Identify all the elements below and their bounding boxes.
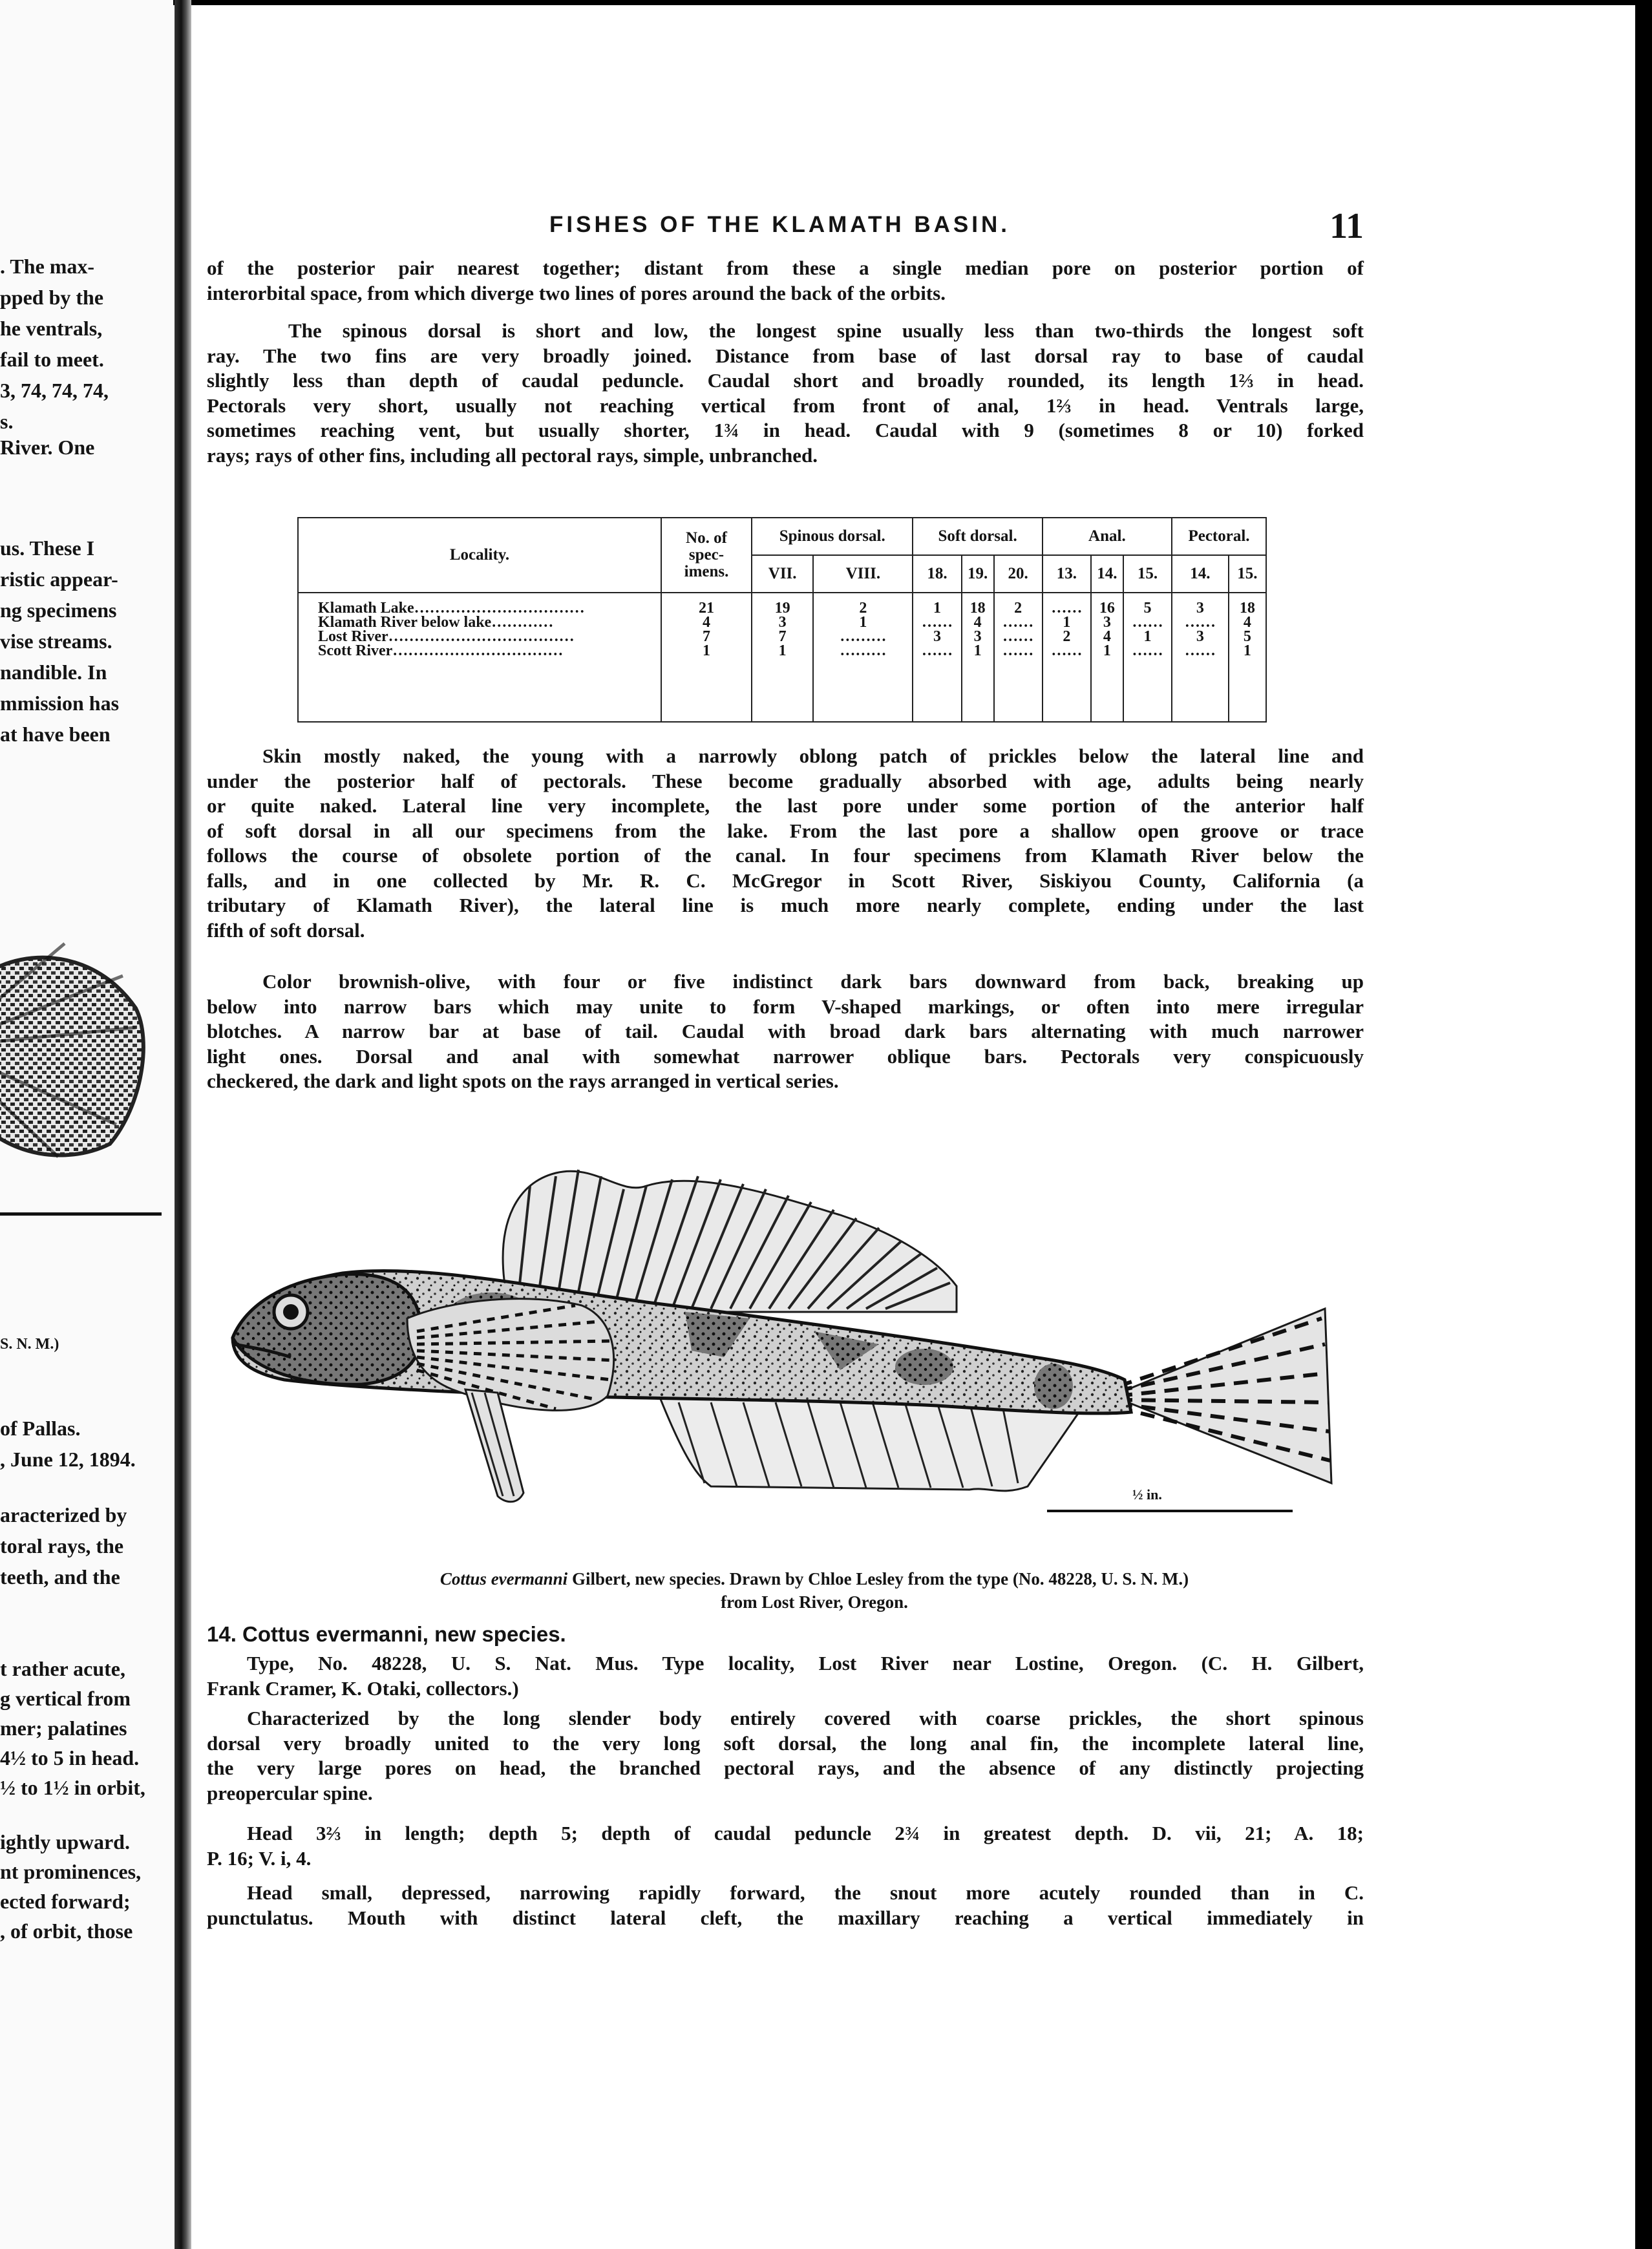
th-soft-dorsal: Soft dorsal. (913, 518, 1042, 555)
facing-line: S. N. M.) (0, 1336, 59, 1353)
facing-page-fragment (0, 0, 173, 2249)
th-sub: 18. (913, 555, 961, 593)
count: 1 (703, 642, 710, 659)
caption-line-2: from Lost River, Oregon. (721, 1592, 908, 1612)
book-gutter (175, 0, 191, 2249)
th-spinous-dorsal: Spinous dorsal. (752, 518, 913, 555)
th-sub: VIII. (813, 555, 913, 593)
count: 3 (933, 628, 942, 645)
facing-line: . The max- (0, 255, 95, 278)
scale-label: ½ in. (1132, 1486, 1162, 1503)
count: …… (1184, 614, 1216, 631)
species-heading: 14. Cottus evermanni, new species. (207, 1622, 566, 1646)
th-sub: 14. (1091, 555, 1123, 593)
th-sub: 15. (1229, 555, 1266, 593)
count: 18 (1239, 600, 1255, 617)
facing-line: s. (0, 410, 14, 433)
text-line: or quite naked. Lateral line very incomplete, the last pore under some portion of the anterior half (207, 794, 1364, 817)
facing-line: of Pallas. (0, 1417, 81, 1440)
count-cell (913, 593, 961, 722)
count: 1 (1143, 628, 1152, 645)
count: …… (1002, 614, 1034, 631)
facing-line: ng specimens (0, 598, 117, 622)
count-cell (962, 593, 994, 722)
text-line: Color brownish-olive, with four or five indistinct dark bars downward from back, breaking up (262, 970, 1364, 993)
facing-line: nt prominences, (0, 1860, 142, 1883)
text-line: follows the course of obsolete portion of the canal. In four specimens from Klamath River below the (207, 844, 1364, 867)
facing-line: ected forward; (0, 1890, 131, 1913)
caption-text: Gilbert, new species. Drawn by Chloe Lesley from the type (No. 48228, U. S. N. M.) (567, 1569, 1189, 1589)
fin-ray-table (297, 517, 1267, 723)
facing-line: he ventrals, (0, 317, 103, 340)
running-head: FISHES OF THE KLAMATH BASIN. (549, 212, 1010, 237)
page-header (213, 208, 1370, 253)
th-sub: VII. (752, 555, 813, 593)
paragraph-fins (207, 319, 1364, 468)
text-line: punctulatus. Mouth with distinct lateral cleft, the maxillary reaching a vertical immediately in (207, 1906, 1364, 1929)
count-cell (661, 593, 752, 722)
fish-illustration (194, 1124, 1364, 1538)
text-line: Head small, depressed, narrowing rapidly forward, the snout more acutely rounded than in C. (247, 1881, 1364, 1904)
facing-line: ightly upward. (0, 1830, 130, 1853)
count: …… (1184, 642, 1216, 659)
count: 2 (1014, 600, 1022, 617)
count: …… (922, 614, 953, 631)
facing-line: mer; palatines (0, 1716, 127, 1740)
count-cell (1091, 593, 1123, 722)
count: 4 (973, 614, 982, 631)
paragraph-head-counts (207, 1821, 1364, 1871)
text-line: the very large pores on head, the branched pectoral rays, and the absence of any distinctly projecting (207, 1757, 1364, 1779)
locality-name: Klamath Lake…………………………… (318, 600, 585, 617)
count-cell (1172, 593, 1229, 722)
count: ……… (840, 642, 887, 659)
caudal-fin (1112, 1309, 1331, 1483)
locality-name: Scott River…………………………… (318, 642, 564, 659)
facing-line: toral rays, the (0, 1534, 124, 1557)
text-line: P. 16; V. i, 4. (207, 1846, 312, 1870)
text-line: slightly less than depth of caudal peduncle. Caudal short and broadly rounded, its length 1⅔ in head. (207, 369, 1364, 392)
count: …… (922, 642, 953, 659)
scan-border-top (0, 0, 1652, 5)
th-sub: 20. (994, 555, 1043, 593)
text-line: interorbital space, from which diverge two lines of pores around the back of the orbits. (207, 281, 946, 304)
count-cell (1229, 593, 1266, 722)
locality-cell (298, 593, 661, 722)
th-sub: 13. (1043, 555, 1091, 593)
count-cell (752, 593, 813, 722)
count-cell (813, 593, 913, 722)
text-line: Type, No. 48228, U. S. Nat. Mus. Type locality, Lost River near Lostine, Oregon. (C. H. Gilbert, (247, 1652, 1364, 1674)
text-line: Skin mostly naked, the young with a narrowly oblong patch of prickles below the lateral line and (262, 744, 1364, 767)
count: 2 (1063, 628, 1071, 645)
scan-border-right (1635, 0, 1652, 2249)
count: …… (1051, 642, 1083, 659)
facing-line: at have been (0, 723, 111, 746)
count: 3 (1196, 600, 1204, 617)
caption-species: Cottus evermanni (439, 1569, 568, 1589)
th-sub: 19. (962, 555, 994, 593)
count: 1 (859, 614, 867, 631)
facing-line: pped by the (0, 286, 104, 309)
text-line: checkered, the dark and light spots on the rays arranged in vertical series. (207, 1070, 839, 1092)
count: …… (1132, 614, 1163, 631)
text-line: light ones. Dorsal and anal with somewhat narrower oblique bars. Pectorals very conspicuously (207, 1044, 1364, 1068)
count: 7 (778, 628, 787, 645)
count: 5 (1243, 628, 1251, 645)
facing-line: , of orbit, those (0, 1919, 133, 1943)
text-line: Characterized by the long slender body entirely covered with coarse prickles, the short spinous (247, 1707, 1364, 1729)
paragraph-type (207, 1651, 1364, 1701)
count: 3 (973, 628, 982, 645)
count: 1 (1063, 614, 1071, 631)
facing-line: teeth, and the (0, 1565, 120, 1589)
th-sub: 15. (1123, 555, 1172, 593)
count: …… (1002, 642, 1034, 659)
count: 21 (699, 600, 714, 617)
count: 1 (933, 600, 942, 617)
locality-name: Lost River……………………………… (318, 628, 575, 645)
count: 7 (703, 628, 710, 645)
count: 4 (1243, 614, 1251, 631)
text-line: below into narrow bars which may unite to form V-shaped markings, or often into mere irregular (207, 995, 1364, 1018)
th-specimens (661, 518, 752, 593)
th-locality: Locality. (298, 518, 661, 593)
paragraph-color (207, 969, 1364, 1094)
th-specimens-2: spec- (688, 546, 725, 564)
count: 4 (703, 614, 710, 631)
count: ……… (840, 628, 887, 645)
facing-rule (0, 1212, 162, 1216)
text-line: under the posterior half of pectorals. These become gradually absorbed with age, adults being nearly (207, 769, 1364, 792)
facing-line: t rather acute, (0, 1657, 125, 1680)
facing-line: nandible. In (0, 660, 107, 684)
paragraph-skin (207, 744, 1364, 943)
text-line: The spinous dorsal is short and low, the longest spine usually less than two-thirds the longest soft (288, 319, 1364, 342)
text-line: dorsal very broadly united to the very long soft dorsal, the long anal fin, the incomplete lateral line, (207, 1731, 1364, 1755)
th-sub: 14. (1172, 555, 1229, 593)
text-line: falls, and in one collected by Mr. R. C. McGregor in Scott River, Siskiyou County, California (a (207, 869, 1364, 892)
text-line: Frank Cramer, K. Otaki, collectors.) (207, 1676, 519, 1700)
count-cell (1043, 593, 1091, 722)
text-line: fifth of soft dorsal. (207, 918, 365, 942)
count: …… (1132, 642, 1163, 659)
th-specimens-1: No. of (686, 529, 727, 547)
facing-line: us. These I (0, 536, 95, 560)
facing-line: 3, 74, 74, 74, (0, 379, 109, 402)
facing-line: vise streams. (0, 629, 112, 653)
th-specimens-3: imens. (684, 563, 729, 580)
count: 3 (1103, 614, 1111, 631)
count-cell (994, 593, 1043, 722)
text-line: rays; rays of other fins, including all pectoral rays, simple, unbranched. (207, 443, 818, 467)
count-cell (1123, 593, 1172, 722)
count: 5 (1143, 600, 1152, 617)
text-line: Head 3⅔ in length; depth 5; depth of caudal peduncle 2¾ in greatest depth. D. vii, 21; A. 18; (247, 1822, 1364, 1844)
text-line: preopercular spine. (207, 1781, 373, 1804)
text-line: tributary of Klamath River), the lateral line is much more nearly complete, ending under the last (207, 894, 1364, 916)
facing-line: , June 12, 1894. (0, 1448, 136, 1471)
count: 19 (774, 600, 790, 617)
pectoral-fin (407, 1299, 614, 1411)
facing-line: fail to meet. (0, 348, 104, 371)
count: 1 (1243, 642, 1251, 659)
paragraph-characterized (207, 1706, 1364, 1806)
th-anal: Anal. (1043, 518, 1172, 555)
paragraph-pores (207, 256, 1364, 306)
text-line: sometimes reaching vent, but usually shorter, 1¾ in head. Caudal with 9 (sometimes 8 or 10) forked (207, 419, 1364, 441)
count: 2 (859, 600, 867, 617)
figure-caption (284, 1567, 1344, 1614)
count: 3 (1196, 628, 1204, 645)
count: 4 (1103, 628, 1111, 645)
facing-line: aracterized by (0, 1503, 127, 1526)
text-line: Pectorals very short, usually not reaching vertical from front of anal, 1⅔ in head. Ventrals large, (207, 394, 1364, 417)
count: 1 (778, 642, 787, 659)
count: …… (1051, 600, 1083, 617)
text-line: of the posterior pair nearest together; distant from these a single median pore on posterior portion of (207, 257, 1364, 279)
count: 18 (969, 600, 986, 617)
paragraph-head-shape (207, 1881, 1364, 1930)
facing-line: River. One (0, 436, 95, 459)
facing-line: ½ to 1½ in orbit, (0, 1776, 145, 1799)
count: …… (1002, 628, 1034, 645)
facing-line: g vertical from (0, 1687, 131, 1710)
facing-line: ristic appear- (0, 567, 118, 591)
count: 3 (778, 614, 787, 631)
page-number: 11 (1329, 206, 1364, 246)
text-line: blotches. A narrow bar at base of tail. Caudal with broad dark bars alternating with much narrower (207, 1020, 1364, 1042)
facing-figure-fan (0, 931, 149, 1163)
count: 1 (1103, 642, 1111, 659)
th-pectoral: Pectoral. (1172, 518, 1266, 555)
facing-line: 4½ to 5 in head. (0, 1746, 140, 1769)
text-line: ray. The two fins are very broadly joined. Distance from base of last dorsal ray to base of caudal (207, 344, 1364, 367)
count: 1 (973, 642, 982, 659)
facing-line: mmission has (0, 692, 120, 715)
locality-name: Klamath River below lake………… (318, 614, 554, 631)
count: 16 (1099, 600, 1115, 617)
text-line: of soft dorsal in all our specimens from the lake. From the last pore a shallow open groove or trace (207, 819, 1364, 842)
